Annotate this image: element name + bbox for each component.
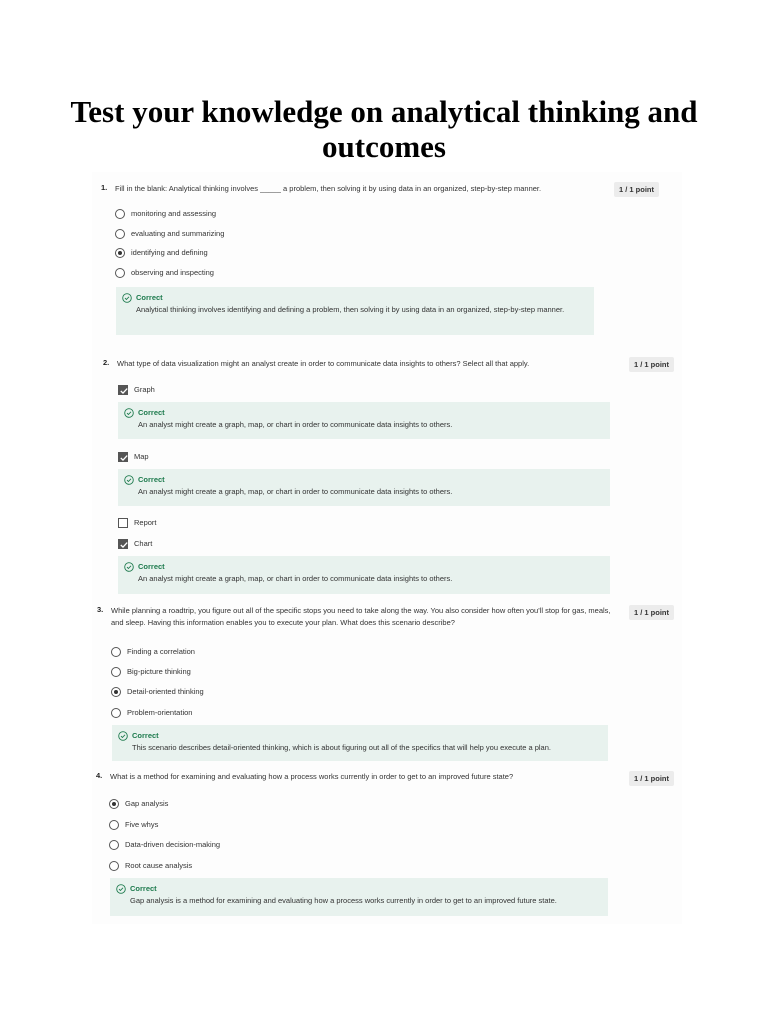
feedback-explanation: An analyst might create a graph, map, or chart in order to communicate data insights to others. [138, 487, 453, 496]
feedback-explanation: Analytical thinking involves identifying and defining a problem, then solving it by using data in an organized, step-by-step manner. [136, 305, 565, 314]
option-label: Problem-orientation [127, 708, 193, 717]
question-text: Fill in the blank: Analytical thinking involves _____ a problem, then solving it by using data in an organized, step-by-step manner. [115, 184, 542, 193]
radio-button[interactable] [115, 268, 125, 278]
feedback-explanation: An analyst might create a graph, map, or chart in order to communicate data insights to others. [138, 420, 453, 429]
option-label: Data-driven decision-making [125, 840, 221, 849]
feedback-correct [118, 402, 610, 439]
option-label: Map [134, 452, 149, 461]
question-number: 4. [96, 771, 103, 780]
question-number: 2. [103, 358, 110, 367]
option-label: Finding a correlation [127, 647, 195, 656]
radio-button-selected[interactable] [111, 687, 121, 697]
question-text: What is a method for examining and evaluating how a process works currently in order to get to an improved future state? [110, 772, 514, 781]
check-circle-icon [124, 408, 134, 418]
check-circle-icon [124, 475, 134, 485]
points-badge: 1 / 1 point [614, 182, 659, 197]
points-badge: 1 / 1 point [629, 357, 674, 372]
feedback-correct [118, 556, 610, 594]
option-label: Graph [134, 385, 155, 394]
feedback-label: Correct [138, 408, 165, 417]
option-label: Five whys [125, 820, 159, 829]
checkbox[interactable] [118, 518, 128, 528]
points-badge: 1 / 1 point [629, 605, 674, 620]
radio-button[interactable] [111, 647, 121, 657]
radio-button-selected[interactable] [115, 248, 125, 258]
checkbox-checked[interactable] [118, 385, 128, 395]
feedback-explanation: This scenario describes detail-oriented thinking, which is about figuring out all of the specifics that will help you execute a plan. [132, 743, 551, 752]
option-label: identifying and defining [131, 248, 208, 257]
feedback-explanation: An analyst might create a graph, map, or chart in order to communicate data insights to others. [138, 574, 453, 583]
check-circle-icon [118, 731, 128, 741]
radio-button[interactable] [111, 667, 121, 677]
question-text: What type of data visualization might an analyst create in order to communicate data insights to others? Select all that apply. [117, 359, 530, 368]
option-label: Chart [134, 539, 153, 548]
radio-button-selected[interactable] [109, 799, 119, 809]
option-label: Root cause analysis [125, 861, 193, 870]
points-badge: 1 / 1 point [629, 771, 674, 786]
feedback-label: Correct [138, 562, 165, 571]
option-label: observing and inspecting [131, 268, 214, 277]
option-label: Gap analysis [125, 799, 169, 808]
checkbox-checked[interactable] [118, 452, 128, 462]
feedback-correct [118, 469, 610, 506]
feedback-label: Correct [136, 293, 163, 302]
option-label: Report [134, 518, 157, 527]
radio-button[interactable] [115, 229, 125, 239]
question-number: 1. [101, 183, 108, 192]
feedback-correct [116, 287, 594, 335]
radio-button[interactable] [111, 708, 121, 718]
check-circle-icon [124, 562, 134, 572]
check-circle-icon [116, 884, 126, 894]
feedback-correct [110, 878, 608, 916]
option-label: monitoring and assessing [131, 209, 217, 218]
question-number: 3. [97, 605, 104, 614]
feedback-label: Correct [132, 731, 159, 740]
radio-button[interactable] [109, 840, 119, 850]
quiz-container [92, 172, 682, 924]
option-label: evaluating and summarizing [131, 229, 225, 238]
check-circle-icon [122, 293, 132, 303]
checkbox-checked[interactable] [118, 539, 128, 549]
radio-button[interactable] [109, 820, 119, 830]
feedback-correct [112, 725, 608, 761]
radio-button[interactable] [115, 209, 125, 219]
page-title: Test your knowledge on analytical thinking and outcomes [70, 94, 698, 164]
feedback-explanation: Gap analysis is a method for examining and evaluating how a process works currently in order to get to an improved future state. [130, 896, 557, 905]
option-label: Detail-oriented thinking [127, 687, 204, 696]
radio-button[interactable] [109, 861, 119, 871]
question-text: While planning a roadtrip, you figure out all of the specific stops you need to take along the way. You also consider how often you'll stop for gas, meals, and sleep. Having this information enables you to execute your plan. What does this scenario describe? [111, 606, 611, 627]
feedback-label: Correct [138, 475, 165, 484]
option-label: Big-picture thinking [127, 667, 191, 676]
feedback-label: Correct [130, 884, 157, 893]
